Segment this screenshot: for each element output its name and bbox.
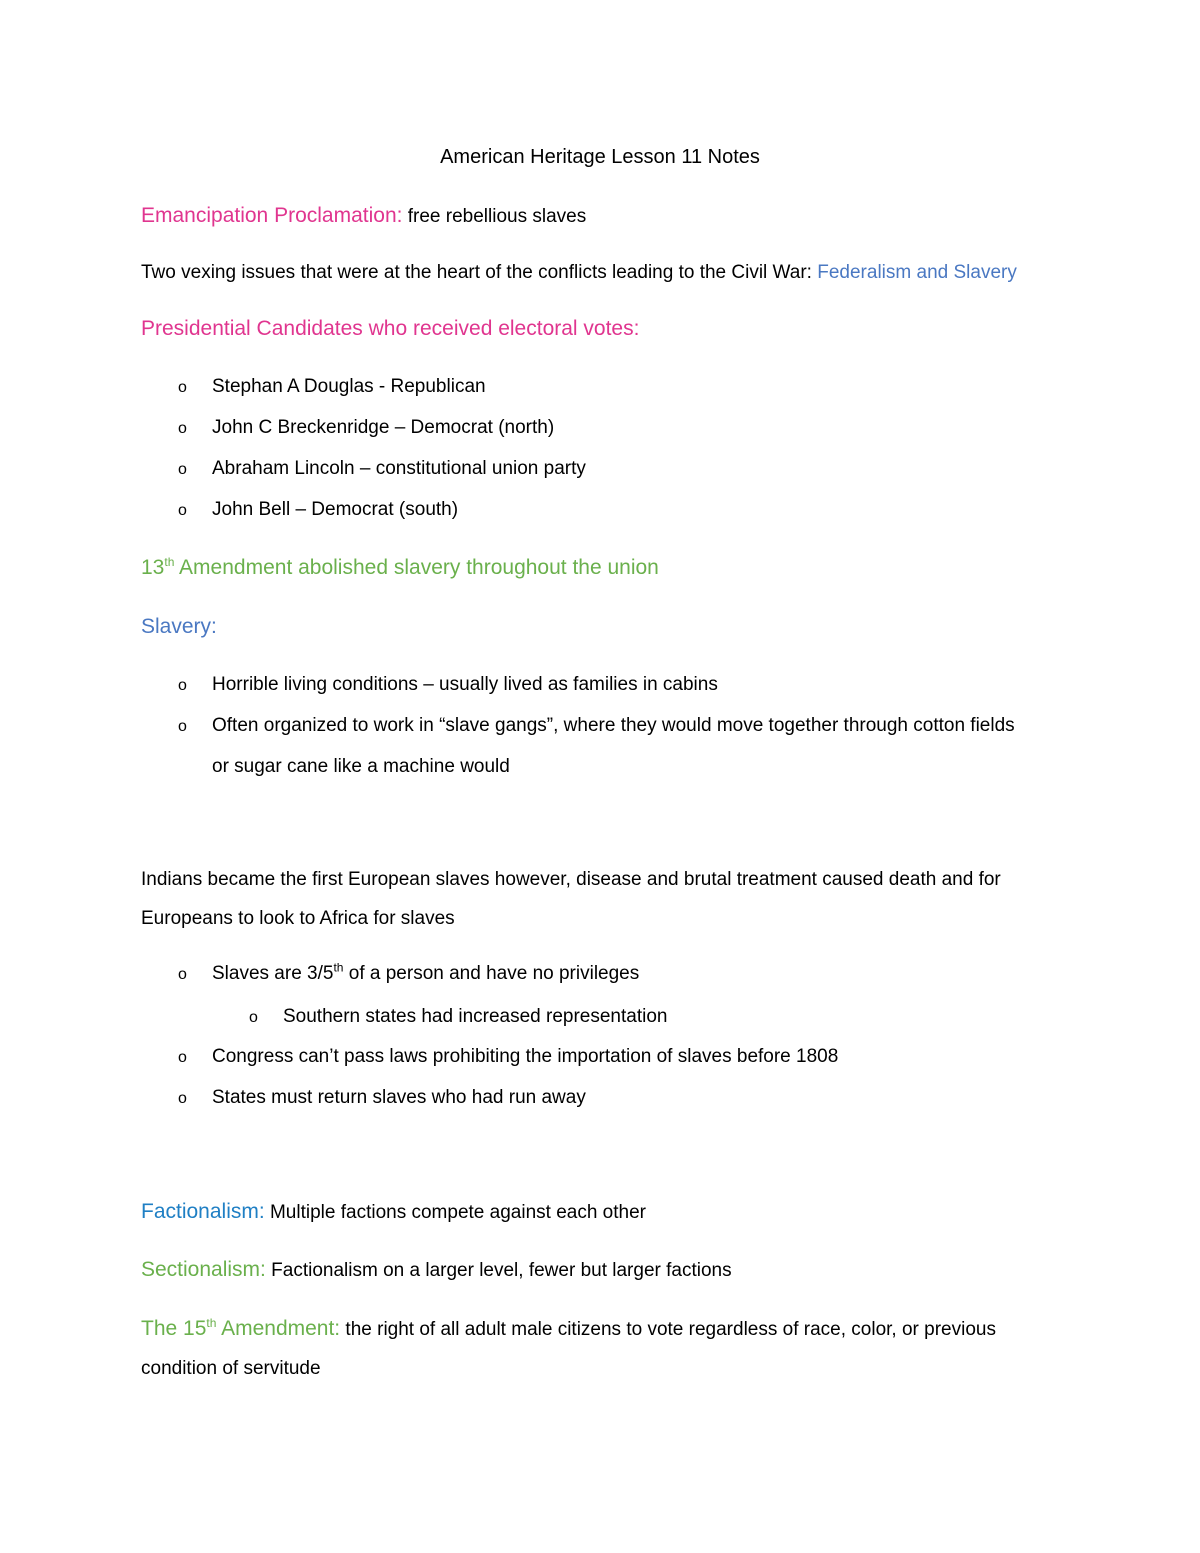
emancipation-line: [141, 204, 586, 229]
slavery-heading: Slavery:: [141, 615, 217, 638]
slaves-fraction-item: [212, 962, 639, 986]
sectionalism-label: Sectionalism:: [141, 1258, 266, 1281]
amendment-13-heading: [141, 556, 659, 580]
bullet-marker: o: [178, 966, 187, 983]
slavery-item: Often organized to work in “slave gangs”, where they would move together through cotton fields: [212, 715, 1015, 736]
candidates-heading: Presidential Candidates who received electoral votes:: [141, 317, 640, 340]
vexing-issues-text: Two vexing issues that were at the heart of the conflicts leading to the Civil War:: [141, 262, 818, 283]
return-slaves-item: States must return slaves who had run away: [212, 1087, 586, 1108]
bullet-marker: o: [178, 1090, 187, 1107]
slaves-fraction-suffix: of a person and have no privileges: [343, 963, 640, 984]
amendment-15-label-suffix: Amendment:: [216, 1317, 341, 1340]
slaves-fraction-sup: th: [333, 960, 344, 975]
emancipation-label: Emancipation Proclamation:: [141, 204, 403, 227]
amendment-13-suffix: th: [164, 555, 175, 569]
amendment-15-text: the right of all adult male citizens to vote regardless of race, color, or previous: [340, 1319, 996, 1340]
bullet-marker: o: [249, 1009, 258, 1026]
bullet-marker: o: [178, 677, 187, 694]
amendment-15-text-continued: condition of servitude: [141, 1358, 321, 1379]
indians-paragraph-line-2: Europeans to look to Africa for slaves: [141, 908, 455, 929]
amendment-13-text: Amendment abolished slavery throughout the union: [174, 556, 659, 579]
candidate-item: John C Breckenridge – Democrat (north): [212, 417, 555, 438]
indians-paragraph-line-1: Indians became the first European slaves however, disease and brutal treatment caused death and for: [141, 869, 1001, 890]
factionalism-line: [141, 1200, 646, 1225]
vexing-issues-highlight: Federalism and Slavery: [817, 262, 1017, 283]
bullet-marker: o: [178, 502, 187, 519]
factionalism-text: Multiple factions compete against each other: [264, 1202, 646, 1223]
amendment-15-label-prefix: The 15: [141, 1317, 207, 1340]
slavery-item: Horrible living conditions – usually lived as families in cabins: [212, 674, 718, 695]
congress-item: Congress can’t pass laws prohibiting the importation of slaves before 1808: [212, 1046, 839, 1067]
bullet-marker: o: [178, 420, 187, 437]
vexing-issues-line: [141, 261, 1017, 285]
amendment-15-label-sup: th: [206, 1316, 217, 1330]
emancipation-text: free rebellious slaves: [402, 206, 587, 227]
bullet-marker: o: [178, 1049, 187, 1066]
sectionalism-line: [141, 1258, 732, 1283]
sub-item-representation: Southern states had increased representation: [283, 1006, 668, 1027]
factionalism-label: Factionalism:: [141, 1200, 265, 1223]
candidate-item: Stephan A Douglas - Republican: [212, 376, 486, 397]
sectionalism-text: Factionalism on a larger level, fewer but larger factions: [265, 1260, 732, 1281]
candidate-item: Abraham Lincoln – constitutional union party: [212, 458, 586, 479]
amendment-15-label: [141, 1317, 340, 1340]
document-title: American Heritage Lesson 11 Notes: [440, 146, 760, 168]
slaves-fraction-prefix: Slaves are: [212, 963, 308, 984]
slaves-fraction-value: 3/5: [307, 963, 334, 984]
candidate-item: John Bell – Democrat (south): [212, 499, 459, 520]
bullet-marker: o: [178, 461, 187, 478]
slavery-item-continued: or sugar cane like a machine would: [212, 756, 510, 777]
amendment-15-line: [141, 1317, 996, 1342]
amendment-13-number: 13: [141, 556, 165, 579]
bullet-marker: o: [178, 718, 187, 735]
bullet-marker: o: [178, 379, 187, 396]
